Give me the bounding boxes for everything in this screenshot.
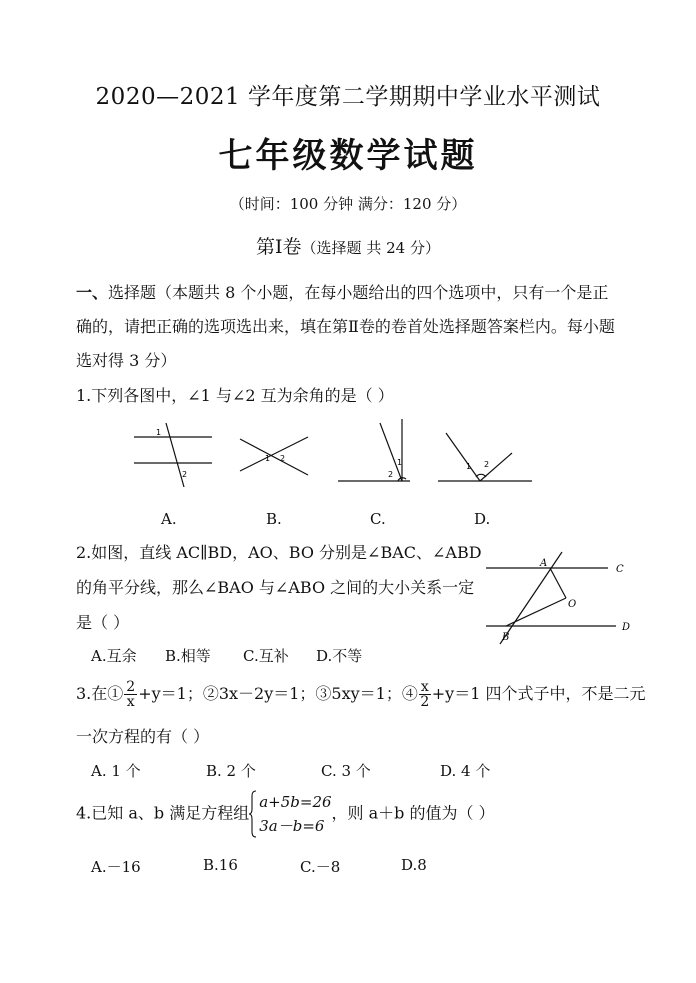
q1-figures bbox=[120, 415, 540, 495]
section-heading bbox=[0, 232, 696, 259]
section-main: 第Ⅰ卷 bbox=[256, 236, 302, 258]
q1-option-c: C. bbox=[370, 510, 386, 528]
q1-a-label-1: 1 bbox=[156, 428, 162, 437]
q2-line3: 是（ ） bbox=[76, 613, 130, 632]
q3-part1: +y＝1；②3x－2y＝1；③5xy＝1；④ bbox=[138, 684, 418, 703]
q3-option-d: D. 4 个 bbox=[440, 762, 491, 780]
q1-figure-b bbox=[240, 437, 308, 475]
q1-figure-a bbox=[134, 423, 212, 487]
q3-frac1-num: 2 bbox=[126, 679, 136, 695]
q1-c-label-1: 1 bbox=[397, 458, 403, 467]
exam-title-line1: 2020—2021 学年度第二学期期中学业水平测试 bbox=[95, 84, 601, 110]
q4-suffix: ，则 a＋b 的值为（ ） bbox=[331, 803, 495, 823]
q1-b-label-1: 1 bbox=[265, 454, 271, 463]
q4-line bbox=[76, 790, 495, 838]
q2-label-a: A bbox=[540, 558, 548, 569]
q3-fraction-1 bbox=[124, 680, 137, 709]
q1-option-a: A. bbox=[161, 510, 177, 528]
instructions-text: 选择题（本题共 8 个小题，在每小题给出的四个选项中，只有一个是正确的，请把正确的选项选出来，填在第Ⅱ卷的卷首处选择题答案栏内。每小题选对得 3 分） bbox=[76, 283, 615, 370]
q2-line1: 2.如图，直线 AC∥BD，AO、BO 分别是∠BAC、∠ABD bbox=[76, 543, 482, 562]
q3-line2: 一次方程的有（ ） bbox=[76, 727, 210, 746]
q2-line2: 的角平分线，那么∠BAO 与∠ABO 之间的大小关系一定 bbox=[76, 578, 475, 597]
q1-option-d: D. bbox=[474, 510, 491, 528]
q2-label-b: B bbox=[502, 632, 510, 643]
q3-frac2-den: 2 bbox=[420, 694, 430, 710]
q1-b-label-2: 2 bbox=[280, 454, 286, 463]
q1-d-label-1: 1 bbox=[466, 462, 472, 471]
q2-figure bbox=[484, 552, 644, 652]
exam-title-line2: 七年级数学试题 bbox=[218, 136, 478, 176]
q4-equation-system bbox=[249, 790, 331, 838]
q2-label-c: C bbox=[616, 564, 624, 575]
q1-a-label-2: 2 bbox=[182, 470, 188, 479]
q1-c-label-2: 2 bbox=[388, 470, 394, 479]
q3-frac1-den: x bbox=[126, 694, 135, 710]
q4-option-d: D.8 bbox=[401, 856, 427, 874]
q2-option-d: D.不等 bbox=[316, 647, 363, 665]
q1-figure-c bbox=[338, 419, 410, 481]
q4-option-c: C.－8 bbox=[300, 858, 341, 876]
q4-option-a: A.－16 bbox=[91, 858, 141, 876]
q3-part2: +y＝1 四个式子中，不是二元 bbox=[431, 684, 646, 703]
q3-frac2-num: x bbox=[420, 679, 429, 695]
q2-option-b: B.相等 bbox=[165, 647, 211, 665]
instructions-label: 一、 bbox=[76, 283, 109, 302]
q2-label-o: O bbox=[568, 599, 577, 610]
instructions bbox=[76, 276, 621, 378]
q2-option-c: C.互补 bbox=[243, 647, 289, 665]
exam-time-info: （时间：100 分钟 满分：120 分） bbox=[229, 195, 467, 213]
section-note: （选择题 共 24 分） bbox=[301, 239, 440, 257]
q4-eq2: 3a－b=6 bbox=[259, 817, 325, 835]
q4-eq1: a+5b=26 bbox=[259, 793, 332, 811]
q4-prefix: 4.已知 a、b 满足方程组 bbox=[76, 803, 250, 823]
q1-option-b: B. bbox=[266, 510, 282, 528]
q3-option-c: C. 3 个 bbox=[321, 762, 371, 780]
q3-option-a: A. 1 个 bbox=[91, 762, 141, 780]
q2-option-a: A.互余 bbox=[91, 647, 137, 665]
q3-option-b: B. 2 个 bbox=[206, 762, 256, 780]
q1-figure-d bbox=[438, 433, 532, 481]
q2-label-d: D bbox=[622, 622, 631, 633]
q1-text: 1.下列各图中，∠1 与∠2 互为余角的是（ ） bbox=[76, 386, 394, 405]
q3-line1 bbox=[76, 680, 645, 709]
q4-option-b: B.16 bbox=[203, 856, 238, 874]
q3-fraction-2 bbox=[419, 680, 431, 709]
q1-d-label-2: 2 bbox=[484, 460, 490, 469]
brace-icon bbox=[249, 790, 257, 838]
q3-prefix: 3.在① bbox=[76, 684, 124, 703]
